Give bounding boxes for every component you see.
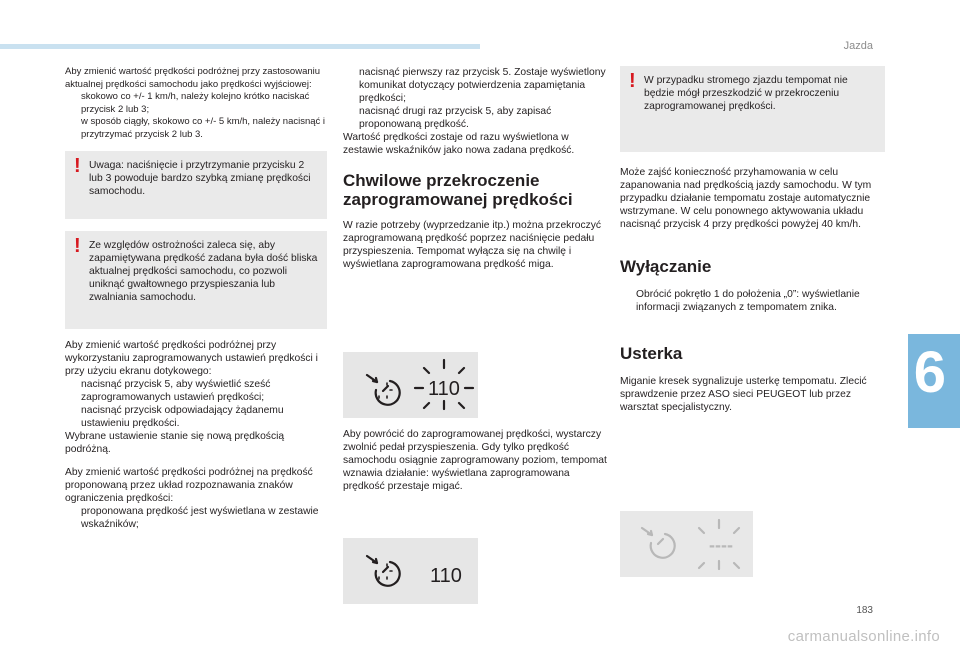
cruise-control-icon [343,352,478,418]
list-item-text: nacisnąć pierwszy raz przycisk 5. Zostaje wyświetlony komunikat dotyczący potwierdzenia zapamiętania prędkości; [359,67,606,104]
speed-value: 110 [428,378,460,400]
watermark: carmanualsonline.info [787,628,940,645]
list-item [65,91,327,116]
paragraph-preset-speeds [65,339,327,456]
warning-text: W przypadku stromego zjazdu tempomat nie będzie mógł przeszkodzić w przekroczeniu zaprogramowanej prędkości. [644,75,848,112]
warning-icon: ! [74,155,81,177]
list-item [65,505,327,531]
warning-box [65,231,327,329]
speed-value: 110 [430,565,462,587]
list-item [65,404,327,430]
paragraph-confirm-speed [343,66,608,157]
header-accent-bar [0,44,480,49]
list-item-text: skokowo co +/- 1 km/h, należy kolejno krótko naciskać przycisk 2 lub 3; [81,91,310,115]
list-item-text: w sposób ciągły, skokowo co +/- 5 km/h, należy nacisnąć i przytrzymać przycisk 2 lub 3. [81,116,326,140]
paragraph-text: Aby zmienić wartość prędkości podróżnej przy zastosowaniu aktualnej prędkości samochodu jako prędkości wyjściowej: [65,66,321,90]
paragraph-text: Wybrane ustawienie stanie się nową prędkością podróżną. [65,431,285,455]
section-heading: Usterka [620,344,683,363]
list-item [65,116,327,141]
paragraph-sign-recognition [65,466,327,531]
section-heading: Chwilowe przekroczenie zaprogramowanej prędkości [343,171,573,209]
paragraph-overtake: W razie potrzeby (wyprzedzanie itp.) można przekroczyć zaprogramowaną prędkość poprzez naciśnięcie pedału przyspieszenia. Tempomat wyłącza się na chwilę i wyświetlana zaprogramowana prędkość miga. [343,220,602,270]
section-heading: Wyłączanie [620,257,712,276]
cruise-control-icon [343,538,478,604]
list-item-text: nacisnąć drugi raz przycisk 5, aby zapisać proponowaną prędkość. [359,106,552,130]
cruise-fault-display [620,511,753,577]
list-item-text: nacisnąć przycisk 5, aby wyświetlić sześć zaprogramowanych ustawień prędkości; [81,379,271,403]
paragraph-text: Wartość prędkości zostaje od razu wyświetlona w zestawie wskaźników jako nowa zadana prędkość. [343,132,575,156]
fault-dashes: ---- [709,535,733,555]
paragraph-text: Aby zmienić wartość prędkości podróżnej na prędkość proponowaną przez układ rozpoznawania znaków ograniczenia prędkości: [65,467,313,504]
column-left [65,66,327,541]
paragraph-braking: Może zajść konieczność przyhamowania w celu zapanowania nad prędkością jazdy samochodu. W tym przypadku działanie tempomatu zostaje automatycznie wstrzymane. W celu ponownego aktywowania układu nacisnąć przycisk 4 przy prędkości powyżej 40 km/h. [620,167,872,230]
cruise-steady-display [343,538,478,604]
cruise-fault-icon [620,511,753,577]
list-item [620,288,885,314]
list-item [343,105,608,131]
paragraph-adjust-current [65,66,327,141]
warning-text: Uwaga: naciśnięcie i przytrzymanie przycisku 2 lub 3 powoduje bardzo szybką zmianę prędkości samochodu. [89,160,311,197]
section-title: Jazda [843,40,873,52]
page-number: 183 [856,605,873,616]
warning-text: Ze względów ostrożności zaleca się, aby zapamiętywana prędkość zadana była dość bliska aktualnej prędkości samochodu, co pozwoli uniknąć gwałtownego przyspieszania lub zwalniania samochodu. [89,240,318,303]
paragraph-switch-off [620,288,885,314]
paragraph-resume: Aby powrócić do zaprogramowanej prędkości, wystarczy zwolnić pedał przyspieszenia. Gdy tylko prędkość samochodu osiągnie zaprogramowany poziom, tempomat wznawia działanie: wyświetlana zaprogramowana prędkość przestaje migać. [343,429,607,492]
chapter-number: 6 [913,340,946,405]
paragraph-text: Aby zmienić wartość prędkości podróżnej przy wykorzystaniu zaprogramowanych ustawień prędkości i przy użyciu ekranu dotykowego: [65,340,318,377]
list-item [65,378,327,404]
warning-icon: ! [629,70,636,92]
warning-icon: ! [74,235,81,257]
column-right [620,66,885,424]
list-item-text: nacisnąć przycisk odpowiadający żądanemu ustawieniu prędkości. [81,405,284,429]
warning-box [620,66,885,152]
cruise-blinking-display [343,352,478,418]
paragraph-fault: Miganie kresek sygnalizuje usterkę tempomatu. Zlecić sprawdzenie przez ASO sieci PEUGEOT lub przez warsztat specjalistyczny. [620,376,867,413]
list-item-text: proponowana prędkość jest wyświetlana w zestawie wskaźników; [81,506,319,530]
column-middle [343,66,608,281]
list-item-text: Obrócić pokrętło 1 do położenia „0”: wyświetlanie informacji związanych z tempomatem znika. [636,289,860,313]
warning-box [65,151,327,219]
list-item [343,66,608,105]
